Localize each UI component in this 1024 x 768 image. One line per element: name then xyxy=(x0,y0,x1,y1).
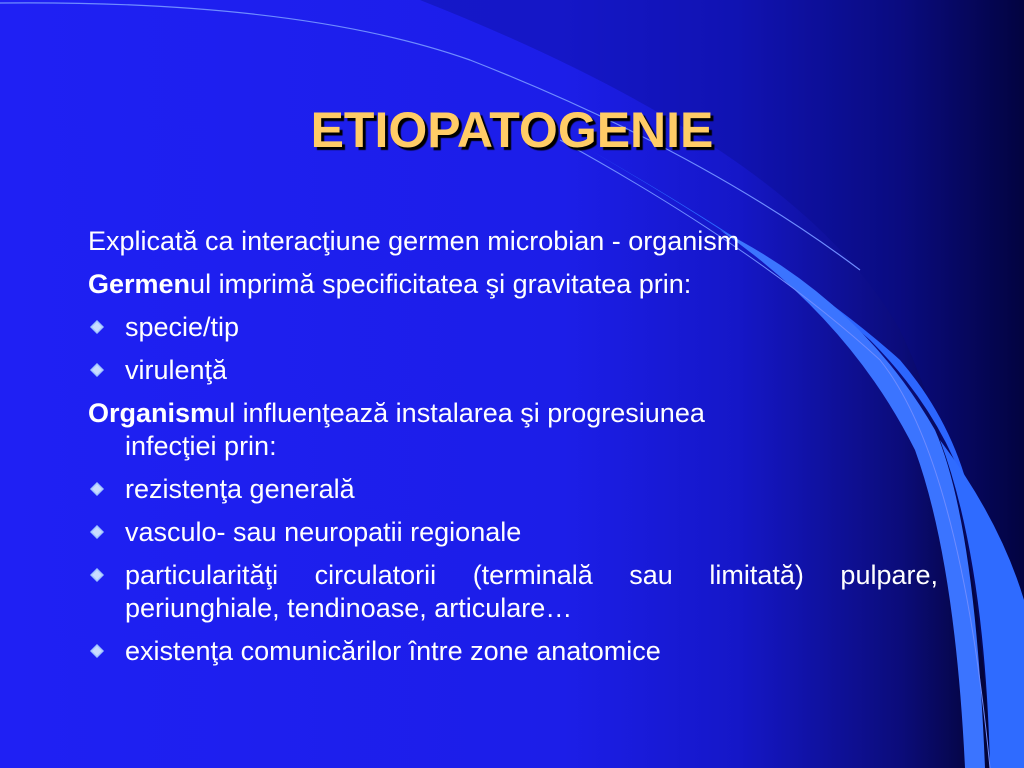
list-item-text: particularităţi circulatorii (terminală sau limitată) pulpare, periunghiale, tendinoase, articulare… xyxy=(125,560,938,623)
germen-bold: Germen xyxy=(88,269,191,299)
intro-line xyxy=(88,225,938,258)
diamond-bullet-icon xyxy=(90,363,104,377)
slide-content xyxy=(88,225,938,678)
organism-line xyxy=(88,397,938,463)
list-item-text: rezistenţa generală xyxy=(125,474,355,504)
organism-bold: Organism xyxy=(88,398,215,428)
list-item-text: specie/tip xyxy=(125,312,240,342)
intro-text: Explicată ca interacţiune germen microbian - organism xyxy=(88,226,740,256)
germen-line xyxy=(88,268,938,301)
list-item xyxy=(88,635,938,668)
list-item-text: vasculo- sau neuropatii regionale xyxy=(125,517,522,547)
list-item xyxy=(88,559,938,625)
list-item xyxy=(88,473,938,506)
diamond-bullet-icon xyxy=(90,644,104,658)
organism-rest: ul influenţează instalarea şi progresiunea xyxy=(214,398,705,428)
list-item xyxy=(88,311,938,344)
list-item xyxy=(88,354,938,387)
diamond-bullet-icon xyxy=(90,568,104,582)
list-item xyxy=(88,516,938,549)
diamond-bullet-icon xyxy=(90,482,104,496)
list-item-text: virulenţă xyxy=(125,355,228,385)
diamond-bullet-icon xyxy=(90,525,104,539)
slide-title: ETIOPATOGENIE xyxy=(310,102,714,158)
germen-rest: ul imprimă specificitatea şi gravitatea prin: xyxy=(190,269,692,299)
list-item-text: existenţa comunicărilor între zone anatomice xyxy=(125,636,661,666)
organism-continuation: infecţiei prin: xyxy=(125,431,277,461)
diamond-bullet-icon xyxy=(90,320,104,334)
